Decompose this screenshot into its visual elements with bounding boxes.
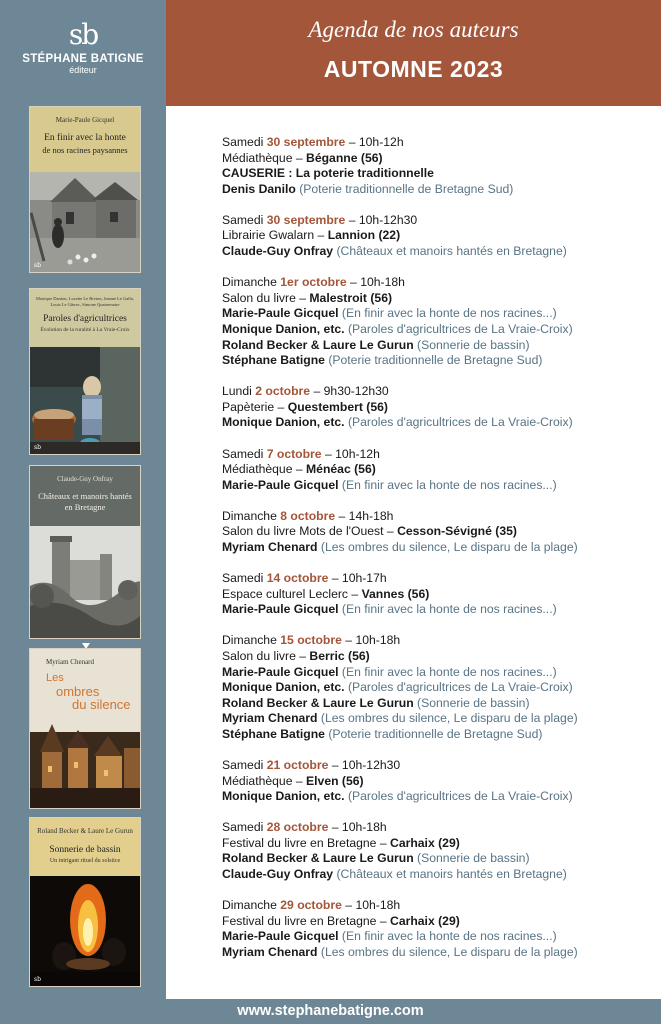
book-reference: (Poterie traditionnelle de Bretagne Sud) [328,726,543,741]
event-author-line [222,415,652,431]
book-reference: (En finir avec la honte de nos racines...) [341,602,557,617]
event-date-line [222,384,652,400]
event-entry [222,213,652,260]
event-day: Lundi [222,384,252,399]
event-venue: Médiathèque – [222,462,303,477]
author-name: Monique Danion, etc. [222,321,345,336]
author-name: Myriam Chenard [222,944,318,959]
book-author: Marie-Paule Gicquel [55,116,115,124]
author-name: Roland Becker & Laure Le Gurun [222,337,414,352]
event-time: – 10h-18h [345,898,401,913]
event-venue: Librairie Gwalarn – [222,228,325,243]
book-photo-cooking [30,347,141,454]
season-title: AUTOMNE 2023 [323,56,504,82]
event-city: Elven (56) [306,773,364,788]
event-venue: Espace culturel Leclerc – [222,586,359,601]
book-subtitle: Évolution de la ruralité à La Vraie-Croix [40,327,130,333]
event-extra: CAUSERIE : La poterie traditionnelle [222,166,434,181]
book-reference: (Paroles d'agricultrices de La Vraie-Croix) [347,321,573,336]
event-venue: Papèterie – [222,399,285,414]
event-venue: Festival du livre en Bretagne – [222,835,387,850]
event-venue: Festival du livre en Bretagne – [222,913,387,928]
event-venue: Médiathèque – [222,773,303,788]
event-entry [222,571,652,618]
book-author: Roland Becker & Laure Le Gurun [37,827,133,835]
book-cover-en-finir[interactable] [29,106,141,273]
event-entry [222,384,652,431]
event-author-line [222,244,652,260]
event-author-line [222,929,652,945]
event-entry [222,758,652,805]
event-time: – 10h-18h [345,633,401,648]
book-reference: (Les ombres du silence, Le disparu de la plage) [320,944,578,959]
event-date: 1er octobre [280,275,347,290]
event-date: 30 septembre [266,212,346,227]
event-venue: Salon du livre – [222,648,307,663]
book-title-line-3: du silence [72,697,131,712]
book-title-line-1: En finir avec la honte [44,133,126,143]
book-reference: (Châteaux et manoirs hantés en Bretagne) [336,244,567,259]
event-time: – 10h-12h30 [331,758,401,772]
event-city: Ménéac (56) [306,462,376,477]
event-author-line [222,322,652,338]
event-author-line [222,711,652,727]
event-date-line [222,275,652,291]
book-logo-mark: sb [34,976,41,983]
book-author: Monique Danion, Lucette Le Breton, Jeanne Le Gallo, Louis Le Gârrec, Simone Quatremaire [35,296,135,307]
book-reference: (En finir avec la honte de nos racines...) [341,929,557,944]
event-day: Samedi [222,446,264,461]
book-subtitle: Un intrigant rituel du solstice [49,858,121,864]
event-venue-line [222,836,652,852]
event-day: Samedi [222,212,264,227]
book-title [30,132,140,156]
event-author-line [222,338,652,354]
book-reference: (Châteaux et manoirs hantés en Bretagne) [336,867,567,882]
book-cover-sonnerie[interactable] [29,817,141,987]
event-author-line [222,789,652,805]
event-venue: Salon du livre – [222,290,307,305]
event-time: – 10h-18h [350,275,405,290]
book-reference: (Les ombres du silence, Le disparu de la plage) [320,711,578,726]
event-author-line [222,851,652,867]
event-date: 7 octobre [266,446,322,461]
event-venue-line [222,524,652,540]
author-name: Monique Danion, etc. [222,680,345,695]
book-reference: (Sonnerie de bassin) [417,851,530,866]
event-date: 21 octobre [266,758,329,772]
event-time: – 10h-12h [324,446,380,461]
book-reference: (Paroles d'agricultrices de La Vraie-Croix) [347,680,573,695]
page-title: Agenda de nos auteurs [308,17,519,42]
logo-mark: sb [68,18,98,51]
event-author-line [222,945,652,961]
events-list [222,135,652,976]
book-title-line-2: en Bretagne [64,502,106,512]
author-name: Myriam Chenard [222,539,318,554]
author-name: Monique Danion, etc. [222,789,345,804]
book-photo-castle [30,526,141,638]
event-author-line [222,867,652,883]
event-date: 14 octobre [266,571,329,586]
event-author-line [222,602,652,618]
event-entry [222,898,652,960]
book-author: Myriam Chenard [46,658,95,666]
event-author-line [222,727,652,743]
author-name: Denis Danilo [222,181,296,196]
author-name: Marie-Paule Gicquel [222,602,339,617]
event-day: Dimanche [222,633,277,648]
book-photo-town [30,712,141,808]
author-name: Claude-Guy Onfray [222,244,334,259]
event-author-line [222,540,652,556]
event-time: – 10h-18h [331,820,387,835]
event-date-line [222,571,652,587]
book-reference: (Sonnerie de bassin) [417,337,530,352]
author-name: Marie-Paule Gicquel [222,306,339,321]
book-reference: (Poterie traditionnelle de Bretagne Sud) [328,353,543,368]
event-date-line [222,758,652,774]
book-title-line-2: ombres [56,684,100,699]
author-name: Monique Danion, etc. [222,415,345,430]
event-city: Carhaix (29) [390,835,460,850]
event-venue-line [222,649,652,665]
event-author-line [222,680,652,696]
book-reference: (Paroles d'agricultrices de La Vraie-Croix) [347,789,573,804]
book-author: Claude-Guy Onfray [57,475,113,483]
book-reference: (En finir avec la honte de nos racines...) [341,306,557,321]
event-day: Dimanche [222,275,277,290]
event-entry [222,509,652,556]
event-date: 30 septembre [266,135,346,149]
book-reference: (Sonnerie de bassin) [417,695,530,710]
author-name: Marie-Paule Gicquel [222,477,339,492]
event-venue-line [222,774,652,790]
book-cover-ombres[interactable] [29,648,141,809]
book-photo-farm [30,172,141,272]
event-day: Dimanche [222,898,277,913]
book-title-line-2: de nos racines paysannes [42,145,128,155]
event-city: Berric (56) [309,648,370,663]
event-city: Lannion (22) [327,228,401,243]
event-date-line [222,820,652,836]
event-author-line [222,306,652,322]
author-name: Stéphane Batigne [222,353,325,368]
book-cover-paroles[interactable] [29,288,141,455]
event-city: Carhaix (29) [390,913,460,928]
book-title: Sonnerie de bassin [49,845,121,855]
event-venue: Médiathèque – [222,150,303,165]
event-date: 2 octobre [255,384,311,399]
event-day: Samedi [222,758,264,772]
event-date-line [222,213,652,229]
event-venue-line [222,400,652,416]
book-title: Paroles d'agricultrices [43,314,127,324]
event-date: 29 octobre [280,898,342,913]
book-title-line-1: Les [46,672,64,684]
event-entry [222,633,652,742]
event-venue-line [222,462,652,478]
event-entry [222,820,652,882]
book-reference: (Poterie traditionnelle de Bretagne Sud) [299,181,514,196]
event-author-line [222,478,652,494]
book-title [30,491,140,513]
event-date-line [222,447,652,463]
event-day: Dimanche [222,508,277,523]
publisher-name: STÉPHANE BATIGNE [22,53,144,65]
event-city: Cesson-Sévigné (35) [397,524,517,539]
event-entry [222,135,652,197]
author-name: Roland Becker & Laure Le Gurun [222,851,414,866]
book-title-line-1: Châteaux et manoirs hantés [38,491,132,501]
publisher-logo[interactable] [0,20,166,75]
event-time: – 14h-18h [338,508,394,523]
event-day: Samedi [222,820,264,835]
event-venue-line [222,291,652,307]
book-reference: (En finir avec la honte de nos racines...) [341,477,557,492]
event-date-line [222,633,652,649]
book-logo-mark: sb [34,262,41,269]
event-day: Samedi [222,571,264,586]
header-banner [166,0,661,106]
event-entry [222,275,652,369]
author-name: Marie-Paule Gicquel [222,929,339,944]
event-author-line [222,696,652,712]
sidebar [0,0,166,999]
event-date-line [222,509,652,525]
event-venue-line [222,914,652,930]
event-venue-line [222,587,652,603]
event-city: Malestroit (56) [309,290,393,305]
book-reference: (En finir avec la honte de nos racines...) [341,664,557,679]
author-name: Marie-Paule Gicquel [222,664,339,679]
author-name: Claude-Guy Onfray [222,867,334,882]
event-venue-line [222,228,652,244]
event-time: – 10h-12h30 [348,212,418,227]
event-city: Béganne (56) [306,150,383,165]
event-time: – 9h30-12h30 [313,384,389,399]
book-title [46,672,140,711]
event-venue-line [222,151,652,167]
event-time: – 10h-17h [331,571,387,586]
event-date: 15 octobre [280,633,342,648]
book-photo-fire [30,876,141,986]
author-name: Stéphane Batigne [222,726,325,741]
event-date-line [222,135,652,151]
event-venue: Salon du livre Mots de l'Ouest – [222,524,394,539]
event-author-line [222,182,652,198]
event-entry [222,447,652,494]
publisher-subtitle: éditeur [69,65,97,75]
event-date: 8 octobre [280,508,336,523]
book-logo-mark: sb [34,444,41,451]
event-author-line [222,353,652,369]
event-city: Vannes (56) [361,586,430,601]
event-author-line [222,665,652,681]
book-reference: (Les ombres du silence, Le disparu de la plage) [320,539,578,554]
author-name: Roland Becker & Laure Le Gurun [222,695,414,710]
book-cover-chateaux[interactable] [29,465,141,639]
author-name: Myriam Chenard [222,711,318,726]
event-city: Questembert (56) [287,399,388,414]
event-date: 28 octobre [266,820,329,835]
book-reference: (Paroles d'agricultrices de La Vraie-Croix) [347,415,573,430]
event-time: – 10h-12h [348,135,404,149]
event-day: Samedi [222,135,264,149]
event-date-line [222,898,652,914]
footer-url-link[interactable]: www.stephanebatigne.com [0,999,661,1024]
